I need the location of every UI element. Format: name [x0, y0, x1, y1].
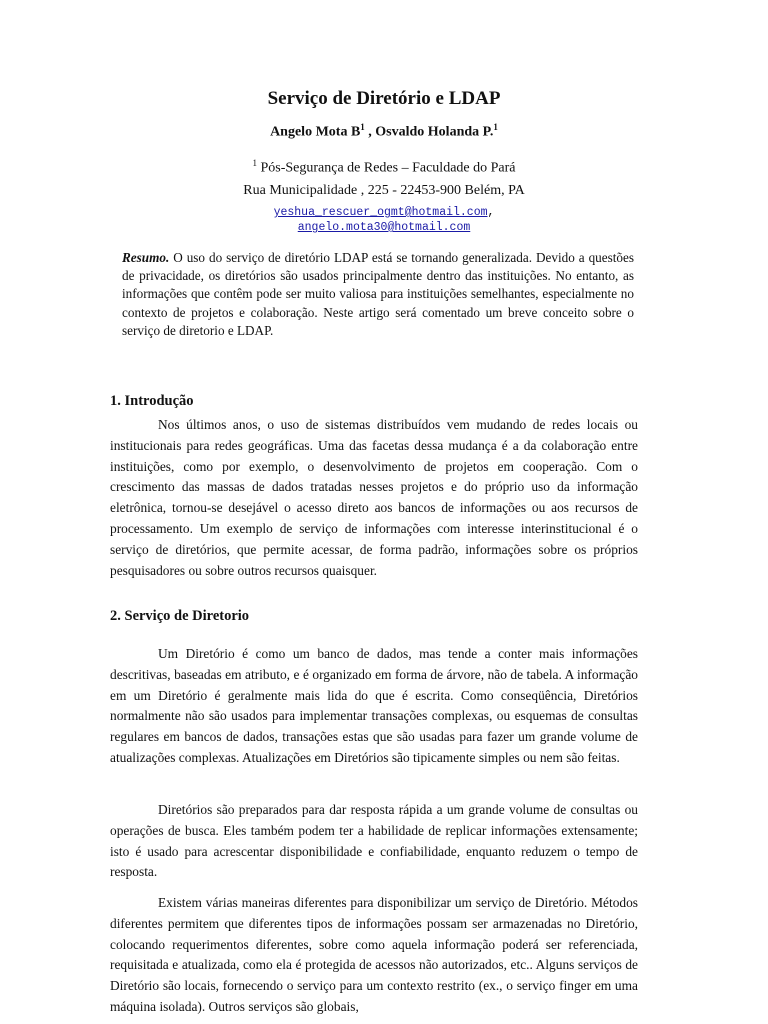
affiliation-address: Rua Municipalidade , 225 - 22453-900 Belém, PA — [243, 182, 525, 198]
diretorio-paragraph-3: Existem várias maneiras diferentes para disponibilizar um serviço de Diretório. Métodos diferentes permitem que diferentes tipos de informações possam ser armazenadas no Diretório, colocando requerimentos diferentes, sobre como aquela informação poderá ser referenciada, requisitada e atualizada, como ela é protegida de acessos não autorizados, etc.. Alguns serviços de Diretório são locais, fornecendo o serviço para um contexto restrito (ex., o serviço finger em uma máquina isolada). Outros serviços são globais, — [110, 895, 638, 1014]
author-2-affil-mark: 1 — [493, 122, 498, 132]
section-heading-servico-diretorio: 2. Serviço de Diretorio — [110, 608, 250, 624]
diretorio-paragraph-1: Um Diretório é como um banco de dados, mas tende a conter mais informações descritivas, baseadas em atributo, e é organizado em forma de árvore, não de tabela. A informação em um Diretório é geralmente mais lida do que é escrita. Como conseqüência, Diretórios normalmente não são usados para implementar transações complexas, ou esquemas de consultas regulares em bancos de dados, transações estas que são usadas para fazer um grande volume de atualizações complexas. Atualizações em Diretórios são tipicamente simples ou nem são feitas. — [110, 646, 638, 765]
paper-title: Serviço de Diretório e LDAP — [267, 88, 501, 109]
abstract-label: Resumo. — [122, 250, 170, 265]
email-comma: , — [487, 206, 495, 219]
affiliation-mark: 1 — [252, 158, 257, 168]
author-emails — [0, 205, 768, 235]
abstract-text: O uso do serviço de diretório LDAP está se tornando generalizada. Devido a questões de privacidade, os diretórios são usados principalmente dentro das instituições. No entanto, as informações que contêm pode ser muito valiosa para instituições semelhantes, especialmente no contexto de projetos e colaboração. Neste artigo será comentado um breve conceito sobre o serviço de diretorio e LDAP. — [122, 250, 634, 338]
diretorio-paragraph-2: Diretórios são preparados para dar resposta rápida a um grande volume de consultas ou operações de busca. Eles também podem ter a habilidade de replicar informações extensamente; isto é usado para acrescentar disponibilidade e confiabilidade, enquanto reduzem o tempo de resposta. — [110, 802, 638, 880]
section-heading-introducao: 1. Introdução — [110, 393, 194, 409]
author-separator: , — [364, 124, 376, 140]
intro-paragraph: Nos últimos anos, o uso de sistemas distribuídos vem mudando de redes locais ou institucionais para redes geográficas. Uma das facetas dessa mudança é a da colaboração entre instituições, como por exemplo, o desenvolvimento de projetos em cooperação. Com o crescimento das massas de dados tratadas nesses projetos e do próprio uso da informação eletrônica, tornou-se desejável o acesso direto aos bancos de informações ou aos recursos de processamento. Um exemplo de serviço de informações com interesse interinstitucional é o serviço de diretórios, que permite acessar, de forma padrão, informações sobre os próprios pesquisadores ou sobre outros recursos quaisquer. — [110, 417, 638, 578]
abstract — [122, 249, 634, 340]
author-1-name: Angelo Mota B — [270, 124, 361, 140]
email-link-2[interactable]: angelo.mota30@hotmail.com — [297, 221, 471, 234]
author-2-name: Osvaldo Holanda P. — [375, 124, 494, 140]
affiliation-institution: Pós-Segurança de Redes – Faculdade do Pará — [256, 160, 516, 176]
email-link-1[interactable]: yeshua_rescuer_ogmt@hotmail.com — [273, 206, 488, 219]
affiliation — [0, 152, 768, 202]
author-1-affil-mark: 1 — [360, 122, 365, 132]
affiliation-line-1 — [0, 152, 768, 180]
author-line — [0, 122, 768, 141]
